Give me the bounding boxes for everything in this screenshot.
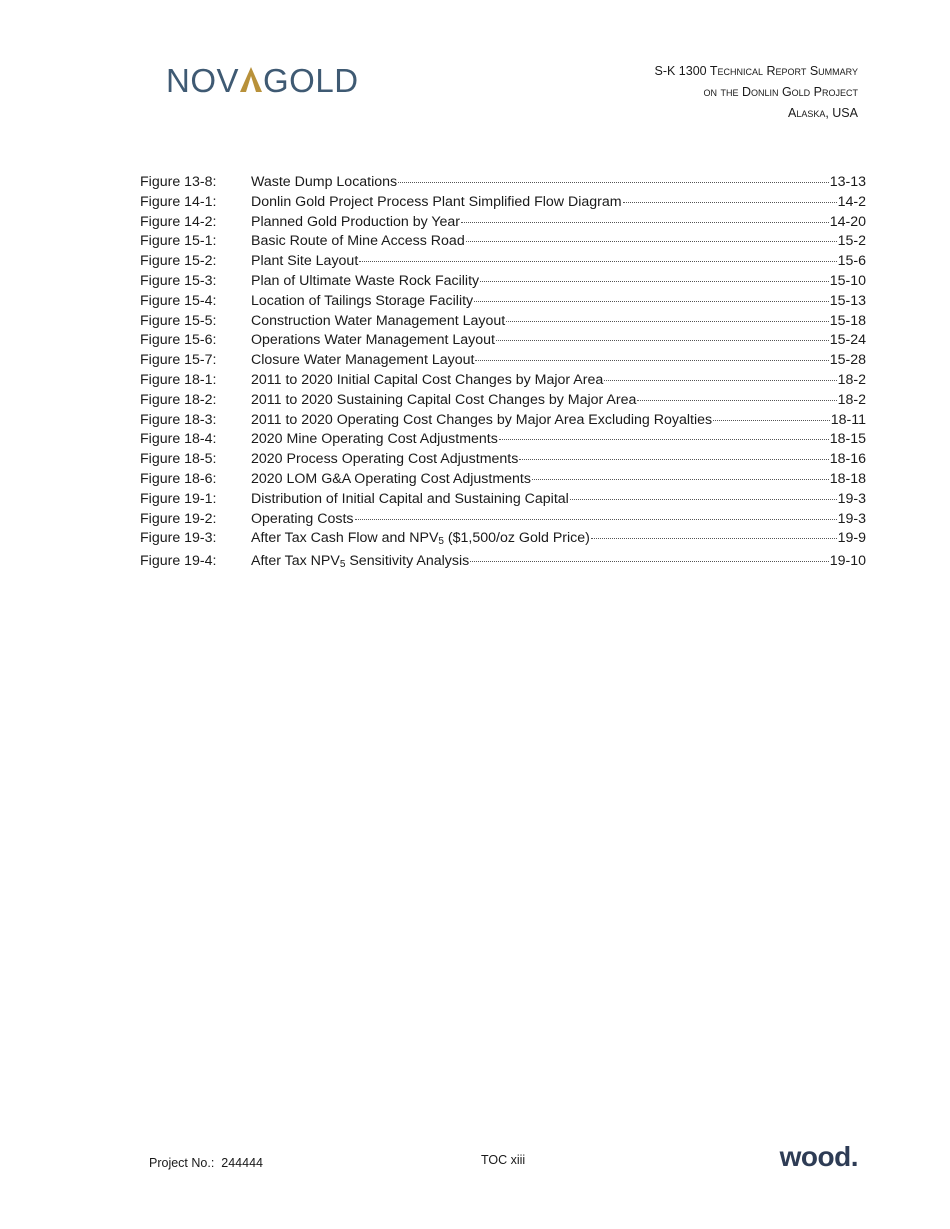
figure-title[interactable] xyxy=(251,529,590,552)
toc-row[interactable] xyxy=(140,173,866,193)
figure-number: Figure 15-4: xyxy=(140,292,217,309)
page-number: TOC xiii xyxy=(481,1153,526,1167)
toc-row[interactable] xyxy=(140,529,866,552)
toc-row[interactable] xyxy=(140,193,866,213)
figure-title[interactable]: Plant Site Layout xyxy=(251,253,359,270)
toc-row[interactable] xyxy=(140,252,866,272)
project-number xyxy=(149,1156,263,1170)
page-reference[interactable]: 19-3 xyxy=(837,490,866,507)
toc-row[interactable] xyxy=(140,430,866,450)
dot-leader xyxy=(496,339,829,341)
page-reference[interactable]: 19-9 xyxy=(837,530,866,547)
page-reference[interactable]: 15-13 xyxy=(829,292,866,309)
page-reference[interactable]: 18-16 xyxy=(829,451,866,468)
figure-number: Figure 18-5: xyxy=(140,451,217,468)
dot-leader xyxy=(359,260,836,262)
figure-number: Figure 19-4: xyxy=(140,553,217,570)
dot-leader xyxy=(591,537,837,539)
figure-title[interactable]: 2011 to 2020 Initial Capital Cost Changes by Major Area xyxy=(251,371,604,388)
figure-title[interactable]: 2020 Process Operating Cost Adjustments xyxy=(251,451,519,468)
toc-row[interactable] xyxy=(140,552,866,575)
project-number-label: Project No.: xyxy=(149,1156,215,1170)
figure-title[interactable]: 2020 Mine Operating Cost Adjustments xyxy=(251,431,498,448)
dot-leader xyxy=(532,478,829,480)
page-reference[interactable]: 13-13 xyxy=(829,174,866,190)
figure-title[interactable]: Construction Water Management Layout xyxy=(251,312,506,329)
figure-title[interactable]: Donlin Gold Project Process Plant Simplified Flow Diagram xyxy=(251,193,622,210)
figure-number: Figure 13-8: xyxy=(140,174,217,190)
figure-title[interactable]: 2020 LOM G&A Operating Cost Adjustments xyxy=(251,470,531,487)
page-reference[interactable]: 14-2 xyxy=(837,193,866,210)
toc-row[interactable] xyxy=(140,391,866,411)
report-title-line-1: S-K 1300 Technical Report Summary xyxy=(654,64,858,78)
figure-title[interactable]: Operating Costs xyxy=(251,510,354,527)
figure-number: Figure 15-6: xyxy=(140,332,217,349)
page-reference[interactable]: 18-2 xyxy=(837,371,866,388)
dot-leader xyxy=(604,379,836,381)
toc-row[interactable] xyxy=(140,411,866,431)
report-header xyxy=(655,61,859,124)
dot-leader xyxy=(461,221,829,223)
figure-number: Figure 18-1: xyxy=(140,371,217,388)
page-reference[interactable]: 18-15 xyxy=(829,431,866,448)
toc-row[interactable] xyxy=(140,272,866,292)
figure-number: Figure 19-3: xyxy=(140,530,217,547)
table-of-figures xyxy=(140,173,866,575)
report-title-line-2: on the Donlin Gold Project xyxy=(703,85,858,99)
figure-number: Figure 15-3: xyxy=(140,272,217,289)
figure-title[interactable]: Planned Gold Production by Year xyxy=(251,213,461,230)
toc-row[interactable] xyxy=(140,371,866,391)
toc-row[interactable] xyxy=(140,213,866,233)
toc-row[interactable] xyxy=(140,470,866,490)
dot-leader xyxy=(499,438,829,440)
dot-leader xyxy=(480,280,829,282)
figure-number: Figure 15-1: xyxy=(140,233,217,250)
toc-row[interactable] xyxy=(140,490,866,510)
figure-number: Figure 15-5: xyxy=(140,312,217,329)
dot-leader xyxy=(713,419,830,421)
logo-text-right: GOLD xyxy=(263,62,359,99)
toc-row[interactable] xyxy=(140,331,866,351)
dot-leader xyxy=(475,359,828,361)
wood-logo: wood. xyxy=(779,1141,858,1172)
toc-row[interactable] xyxy=(140,450,866,470)
toc-row[interactable] xyxy=(140,312,866,332)
page-reference[interactable]: 15-2 xyxy=(837,233,866,250)
page-reference[interactable]: 19-3 xyxy=(837,510,866,527)
logo-a-triangle-icon xyxy=(239,66,263,92)
page-reference[interactable]: 15-24 xyxy=(829,332,866,349)
dot-leader xyxy=(466,240,837,242)
figure-title[interactable]: Operations Water Management Layout xyxy=(251,332,495,349)
page-reference[interactable]: 18-11 xyxy=(830,411,866,428)
toc-row[interactable] xyxy=(140,510,866,530)
figure-title[interactable] xyxy=(251,552,469,575)
toc-row[interactable] xyxy=(140,351,866,371)
figure-title-part: Sensitivity Analysis xyxy=(345,553,470,570)
dot-leader xyxy=(470,560,829,562)
page-reference[interactable]: 15-28 xyxy=(829,352,866,369)
figure-number: Figure 15-7: xyxy=(140,352,217,369)
project-number-value: 244444 xyxy=(221,1156,263,1170)
figure-number: Figure 14-2: xyxy=(140,213,217,230)
figure-title[interactable]: Waste Dump Locations xyxy=(251,174,398,190)
dot-leader xyxy=(623,201,837,203)
dot-leader xyxy=(474,300,829,302)
toc-row[interactable] xyxy=(140,292,866,312)
logo-text-left: NOV xyxy=(166,62,240,99)
figure-title-subscript: 5 xyxy=(438,536,444,548)
figure-title[interactable]: Distribution of Initial Capital and Sustaining Capital xyxy=(251,490,569,507)
toc-row[interactable] xyxy=(140,232,866,252)
figure-title[interactable]: Plan of Ultimate Waste Rock Facility xyxy=(251,272,480,289)
figure-title-part: After Tax NPV xyxy=(251,553,340,570)
page-reference[interactable]: 18-2 xyxy=(837,391,866,408)
figure-number: Figure 18-4: xyxy=(140,431,217,448)
novagold-logo xyxy=(166,63,359,99)
page-reference[interactable]: 15-18 xyxy=(829,312,866,329)
dot-leader xyxy=(570,498,837,500)
figure-title-part: After Tax Cash Flow and NPV xyxy=(251,530,439,547)
dot-leader xyxy=(398,181,829,183)
figure-number: Figure 18-3: xyxy=(140,411,217,428)
figure-number: Figure 14-1: xyxy=(140,193,217,210)
figure-number: Figure 18-2: xyxy=(140,391,217,408)
page-reference[interactable]: 15-10 xyxy=(829,272,866,289)
figure-title[interactable]: 2011 to 2020 Sustaining Capital Cost Changes by Major Area xyxy=(251,391,637,408)
figure-title-subscript: 5 xyxy=(339,559,346,571)
figure-number: Figure 19-1: xyxy=(140,490,217,507)
dot-leader xyxy=(519,458,828,460)
page-reference[interactable]: 15-6 xyxy=(837,253,866,270)
dot-leader xyxy=(506,320,829,322)
figure-title[interactable]: Basic Route of Mine Access Road xyxy=(251,233,465,250)
page-reference[interactable]: 18-18 xyxy=(829,470,866,487)
figure-number: Figure 19-2: xyxy=(140,510,217,527)
report-title-line-3: Alaska, USA xyxy=(787,106,858,120)
page-reference[interactable]: 19-10 xyxy=(829,553,866,570)
dot-leader xyxy=(637,399,836,401)
dot-leader xyxy=(355,518,837,520)
figure-title[interactable]: Location of Tailings Storage Facility xyxy=(251,292,474,309)
figure-number: Figure 15-2: xyxy=(140,253,217,270)
figure-title[interactable]: Closure Water Management Layout xyxy=(251,352,475,369)
figure-title-part: ($1,500/oz Gold Price) xyxy=(443,530,590,547)
figure-number: Figure 18-6: xyxy=(140,470,217,487)
figure-title[interactable]: 2011 to 2020 Operating Cost Changes by Major Area Excluding Royalties xyxy=(251,411,713,428)
page-reference[interactable]: 14-20 xyxy=(829,213,866,230)
